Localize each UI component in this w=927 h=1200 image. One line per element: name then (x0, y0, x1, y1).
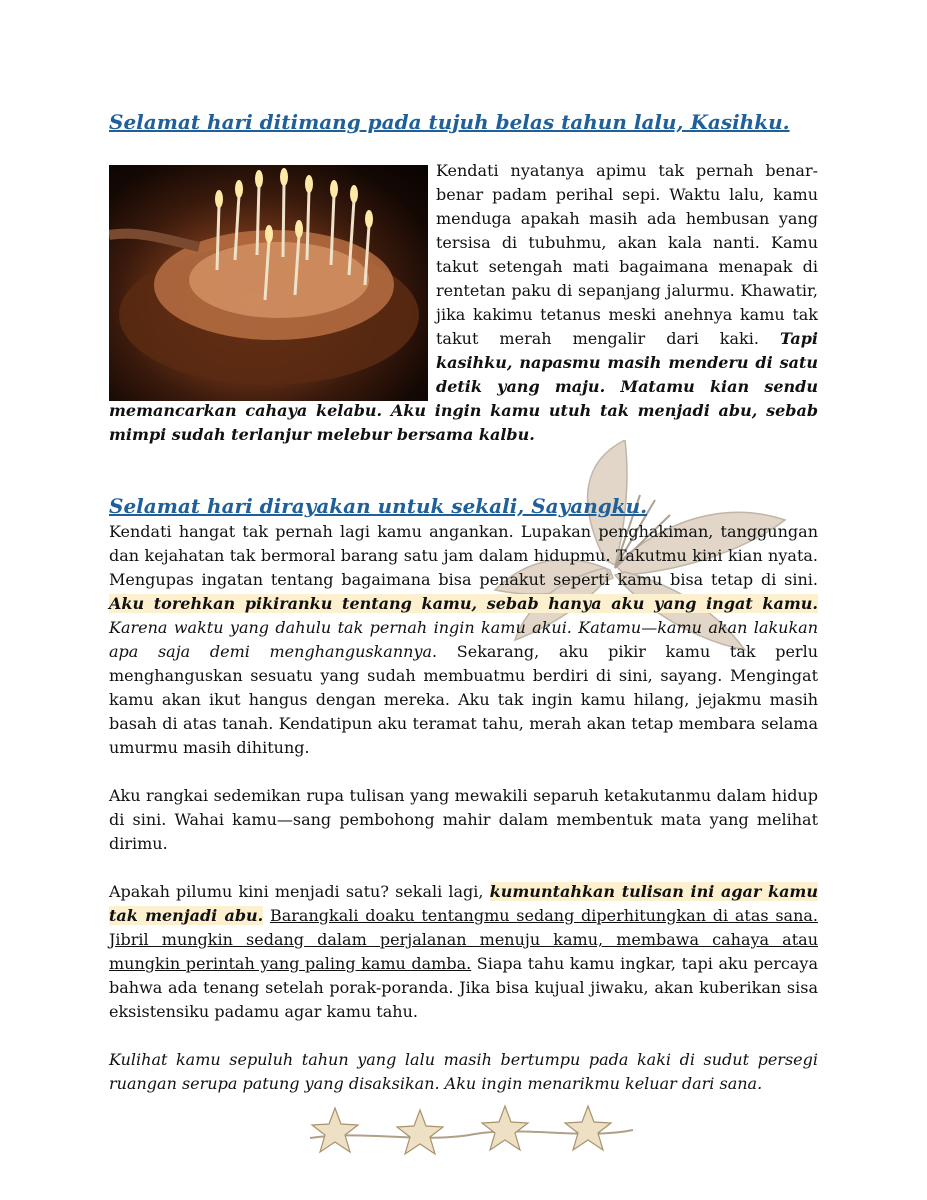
para3-text: Apakah pilumu kini menjadi satu? sekali lagi, (109, 882, 490, 901)
paragraph-2: Aku rangkai sedemikan rupa tulisan yang mewakili separuh ketakutanmu dalam hidup di sini. Wahai kamu—sang pembohong mahir dalam membentuk mata yang melihat dirimu. (109, 786, 818, 853)
para3-space (263, 906, 270, 925)
heading-sayangku: Selamat hari dirayakan untuk sekali, Sayangku. (109, 494, 648, 518)
paragraph-1 (109, 520, 818, 760)
star-garland-icon (305, 1100, 635, 1160)
para1-italic: Karena waktu yang dahulu tak pernah ingin kamu akui. Katamu—kamu akan lakukan apa saja demi menghanguskannya (109, 618, 818, 661)
para3-text-end: Siapa tahu kamu ingkar, tapi aku percaya bahwa ada tenang setelah porak-poranda. Jika bisa kujual jiwaku, akan kuberikan sisa eksistensiku padamu agar kamu tahu. (109, 954, 819, 1021)
birthday-cake-photo (109, 159, 428, 399)
para1-text: Kendati hangat tak pernah lagi kamu angankan. Lupakan penghakiman, tanggungan dan kejahatan tak bermoral barang satu jam dalam hidupmu. Takutmu kini kian nyata. Mengupas ingatan tentang bagaimana bisa penakut seperti kamu bisa tetap di sini. (109, 522, 818, 589)
paragraph-4: Kulihat kamu sepuluh tahun yang lalu masih bertumpu pada kaki di sudut persegi ruangan serupa patung yang disaksikan. Aku ingin menarikmu keluar dari sana. (109, 1050, 818, 1093)
para3-underlined: Barangkali doaku tentangmu sedang diperhitungkan di atas sana. Jibril mungkin sedang dalam perjalanan menuju kamu, membawa cahaya atau mungkin perintah yang paling kamu damba. (109, 906, 818, 973)
para1-text-end: . Sekarang, aku pikir kamu tak perlu menghanguskan sesuatu yang sudah membuatmu berdiri di sini, sayang. Mengingat kamu akan ikut hangus dengan mereka. Aku tak ingin kamu hilang, jejakmu masih basah di atas tanah. Kendatipun aku teramat tahu, merah akan tetap membara selama umurmu masih dihitung. (109, 642, 818, 757)
para3-highlight: kumuntahkan tulisan ini agar kamu tak menjadi abu. (109, 882, 818, 925)
section1-bold-italic: Tapi kasihku, napasmu masih menderu di satu detik yang maju. Matamu kian sendu memancarkan cahaya kelabu. Aku ingin kamu utuh tak menjadi abu, sebab mimpi sudah terlanjur melebur bersama kalbu. (109, 329, 818, 444)
section-kasihku (109, 159, 818, 447)
section-sayangku (109, 520, 818, 1096)
paragraph-3 (109, 880, 818, 1024)
para1-highlight: Aku torehkan pikiranku tentang kamu, sebab hanya aku yang ingat kamu. (109, 594, 818, 613)
cake-candles-image (109, 165, 428, 401)
heading-kasihku: Selamat hari ditimang pada tujuh belas tahun lalu, Kasihku. (109, 110, 790, 134)
section1-text: Kendati nyatanya apimu tak pernah benar-benar padam perihal sepi. Waktu lalu, kamu menduga apakah masih ada hembusan yang tersisa di tubuhmu, akan kala nanti. Kamu takut setengah mati bagaimana menapak di rentetan paku di sepanjang jalurmu. Khawatir, jika kakimu tetanus meski anehnya kamu tak takut merah mengalir dari kaki. (436, 161, 818, 348)
